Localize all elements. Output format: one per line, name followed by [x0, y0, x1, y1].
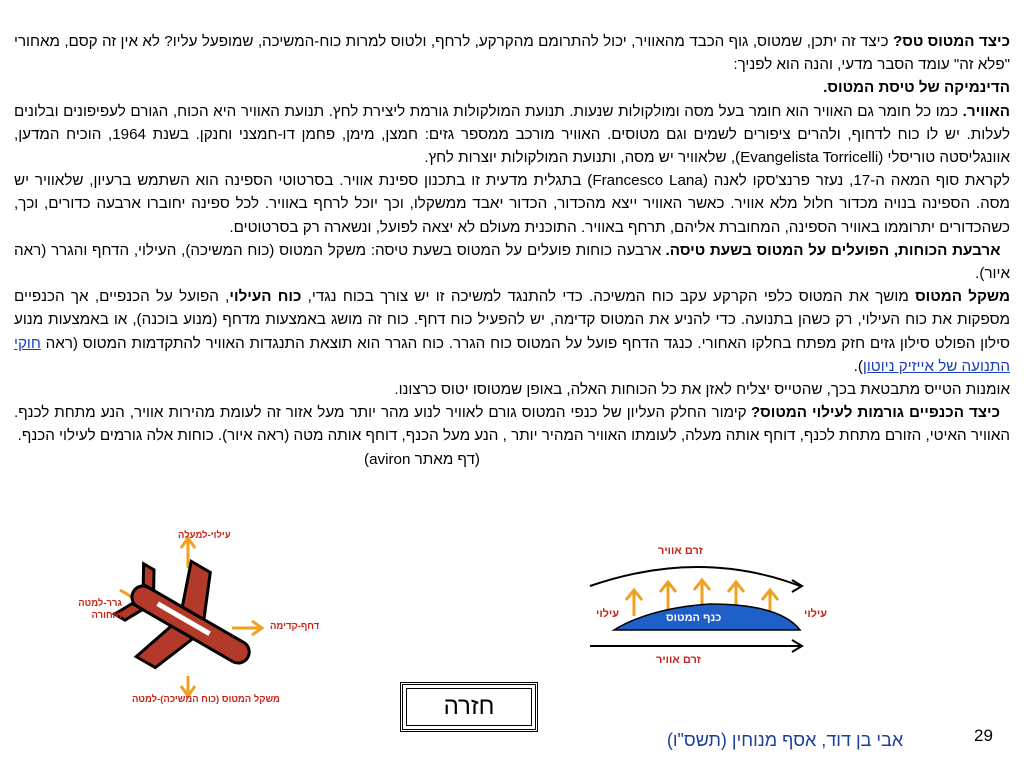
air-heading: האוויר. — [962, 102, 1010, 120]
weight-label: משקל המטוס (כוח המשיכה)-למטה — [132, 694, 280, 705]
lift-term: כוח העילוי — [229, 288, 302, 306]
paragraph-pilot — [14, 378, 1010, 401]
wing-label: כנף המטוס — [666, 612, 722, 624]
article-text — [14, 30, 1010, 471]
paragraph-text: כמו כל חומר גם האוויר הוא חומר בעל מסה ומולקולות שנעות. תנועת המולקולות גורמת ליצירת לחץ. תנועת האוויר היא הכוח, הגורם לעפיפונים ובלונים לעלות. יש לו כוח לדחוף, ולהרים ציפורים לשמים וגם מטוסים. האוויר מורכב ממספר גזים: חמצן, מימן, פחמן דו-חמצני וחנקן. בשנת 1964, הוכיח המדען, אוונגליסטה טוריסלי (Evangelista Torricelli), שלאוויר יש מסה, ותנועת המולקולות יוצרות לחץ. — [14, 102, 1010, 167]
top-airflow-line — [590, 567, 800, 586]
paragraph-text: קימור החלק העליון של כנפי המטוס גורם לאוויר לנוע מהר יותר מעל אזור זה לעומת מהירות אוויר, הנע מתחת לכנף. האוויר האיטי, הזורם מתחת לכנף, דוחף אותה מעלה, לעומתו האוויר המהיר יותר , הנע מעל הכנף, דוחף אותה מטה (ראה איור). כוחות אלה גורמים לעילוי הכנף. — [14, 404, 1010, 445]
thrust-label: דחף-קדימה — [270, 621, 320, 632]
paragraph-text: מושך את המטוס כלפי הקרקע עקב כוח המשיכה. כדי להתנגד למשיכה זו יש צורך בכוח נגדי, — [301, 288, 916, 306]
source-note: (דף מאתר aviron) — [364, 450, 480, 468]
top-airflow-arrowhead — [792, 580, 802, 592]
paragraph-lana — [14, 169, 1010, 239]
paragraph-air — [14, 100, 1010, 170]
forces-heading: ארבעת הכוחות, הפועלים על המטוס בשעת טיסה. — [665, 241, 1001, 259]
authors-credit: אבי בן דוד, אסף מנוחין (תשס"ו) — [666, 730, 904, 750]
newton-laws-link[interactable]: חוקי התנועה של אייזיק ניוטון — [14, 334, 1010, 375]
paragraph-weight — [14, 285, 1010, 378]
back-button[interactable]: חזרה — [400, 682, 538, 732]
lift-left-label: עילוי — [596, 608, 620, 620]
paragraph-wings — [14, 401, 1010, 447]
heading-text: הדינמיקה של טיסת המטוס. — [823, 79, 1010, 97]
paragraph-text: לקראת סוף המאה ה-17, נעזר פרנצ'סקו לאנה (Francesco Lana) בתגלית מדעית זו בתכנון ספינת אוויר. בסרטוטי הספינה הוא השתמש ברעיון, שלאוויר יש מסה. הספינה בנויה מכדור חלול מלא אוויר. כאשר האוויר ייצא מהכדור, הכדור יאבד ממשקלו, וכך יוכל לרחף באוויר. לכל ספינה יחוברו ארבעה כדורים, וכך, כשהכדורים יתרוממו באוויר הספינה, המחוברת אליהם, תרחף באוויר. התוכנית מעולם לא יצאה לפועל, ונשארה רק בסרטוטים. — [14, 172, 1010, 236]
plane-forces-diagram — [60, 528, 330, 708]
weight-term: משקל המטוס — [915, 288, 1010, 306]
airflow-top-label: זרם אוויר — [658, 545, 703, 557]
drag-label: גרר-למטה ואחורה — [78, 598, 122, 621]
lift-right-label: עילוי — [804, 608, 828, 620]
paragraph-text: , הפועל על הכנפיים, אך הכנפיים מספקות את כוח העילוי, רק כשהן בתנועה. כדי להניע את המטוס קדימה, יש להפעיל כוח דחף. כוח זה מושג באמצעות מדחף (מנוע בוכנה), או באמצעות מנוע סילון הפולט סילון גזים חזק מפתח בחלקו האחורי. כנגד הדחף פועל על המטוס כוח הגרר. כוח הגרר הוא תוצאת התנגדות האוויר להתקדמות המטוס (ראה — [14, 288, 1010, 352]
wing-airflow-diagram — [570, 538, 830, 688]
paragraph-text: ארבעה כוחות פועלים על המטוס בשעת טיסה: משקל המטוס (כוח המשיכה), העילוי, הדחף והגרר (ראה איור). — [14, 241, 1010, 283]
section-heading-dynamics — [14, 76, 1010, 99]
page-number: 29 — [974, 726, 993, 745]
paragraph-intro — [14, 30, 1010, 76]
lift-label: עילוי-למעלה — [178, 530, 231, 541]
airflow-bottom-label: זרם אוויר — [656, 654, 701, 666]
paragraph-text: כיצד זה יתכן, שמטוס, גוף הכבד מהאוויר, יכול להתרומם מהקרקע, לרחף, ולטוס למרות כוח-המשיכה, שמופעל עליו? לא אין זה קסם, מאחורי "פלא זה" עומד הסבר מדעי, והנה הוא לפניך: — [14, 33, 1010, 74]
wings-heading: כיצד הכנפיים גורמות לעילוי המטוס? — [750, 404, 1001, 422]
question-heading: כיצד המטוס טס? — [892, 33, 1010, 50]
paragraph-text: ). — [853, 357, 863, 375]
paragraph-text: אומנות הטייס מתבטאת בכך, שהטייס יצליח לאזן את כל הכוחות האלה, באופן שמטוסו יטוס כרצונו. — [394, 381, 1010, 399]
paragraph-four-forces — [14, 239, 1010, 285]
